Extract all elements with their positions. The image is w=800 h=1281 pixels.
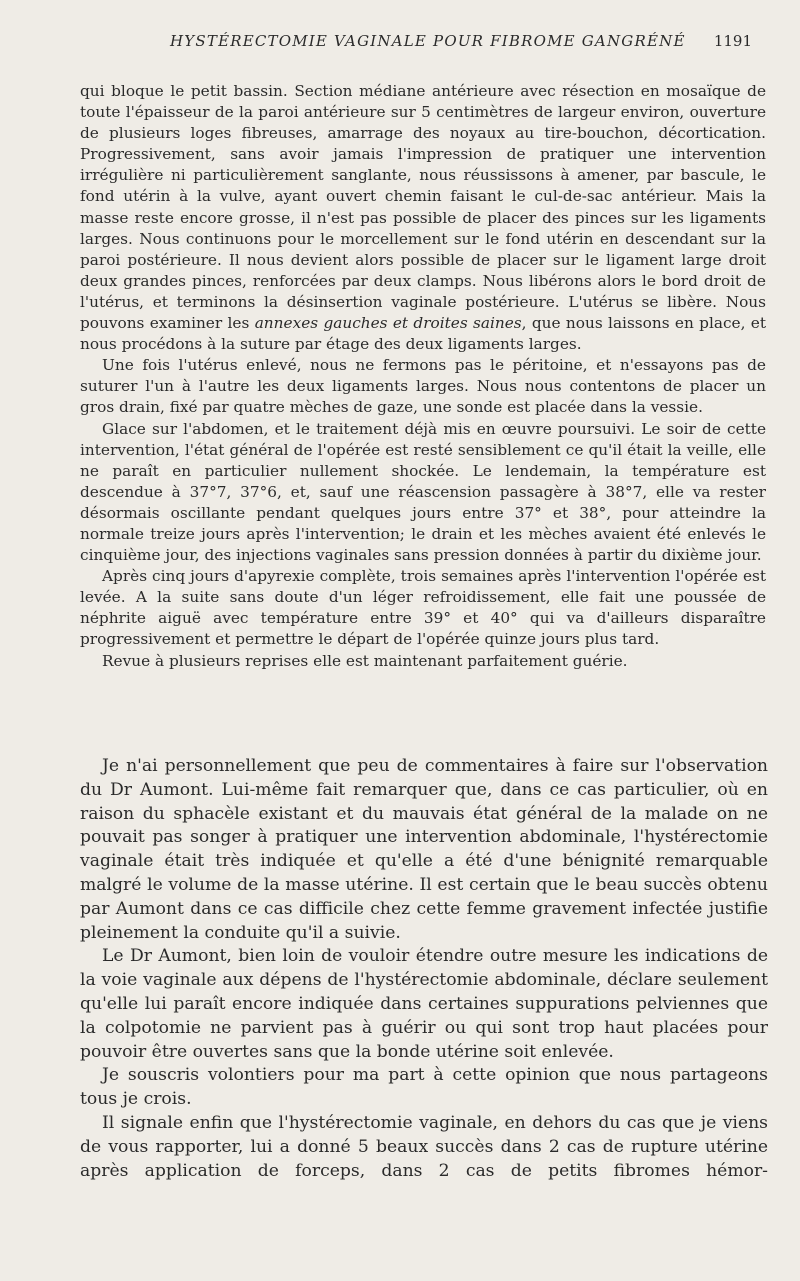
page-number: 1191 [713,32,752,50]
commentary-paragraph: Je n'ai personnellement que peu de commentaires à faire sur l'observation du Dr Aumont. Lui-même fait remarquer que, dans ce cas particulier, où en raison du sphacèle existant et du mauvais état général de la malade on ne pouvait pas songer à pratiquer une intervention abdominale, l'hystérectomie vaginale était très indiquée et qu'elle a été d'une bénignité remarquable malgré le volume de la masse utérine. Il est certain que le beau succès obtenu par Aumont dans ce cas difficile chez cette femme gravement infectée justifie pleinement la conduite qu'il a suivie. [80,756,768,943]
observation-paragraph: Une fois l'utérus enlevé, nous ne fermons pas le péritoine, et n'essayons pas de suturer l'un à l'autre les deux ligaments larges. Nous nous contentons de placer un gros drain, fixé par quatre mèches de gaze, une sonde est placée dans la vessie. [80,356,766,417]
observation-paragraph: Après cinq jours d'apyrexie complète, trois semaines après l'intervention l'opérée est levée. A la suite sans doute d'un léger refroidissement, elle fait une poussée de néphrite aiguë avec température entre 39° et 40° qui va d'ailleurs disparaître progressivement et permettre le départ de l'opérée quinze jours plus tard. [80,567,766,649]
observation-paragraph: Revue à plusieurs reprises elle est maintenant parfaitement guérie. [102,651,628,670]
italic-phrase: annexes gauches et droites saines [254,314,522,333]
observation-text [80,81,766,672]
observation-paragraph: qui bloque le petit bassin. Section médiane antérieure avec résection en mosaïque de toute l'épaisseur de la paroi antérieure sur 5 centimètres de largeur environ, ouverture de plusieurs loges fibreuses, amarrage des noyaux au tire-bouchon, décortication. Progressivement, sans avoir jamais l'impression de pratiquer une intervention irrégulière ni particulièrement sanglante, nous réussissons à amener, par bascule, le fond utérin à la vulve, ayant ouvert chemin faisant le cul-de-sac antérieur. Mais la masse reste encore grosse, il n'est pas possible de placer des pinces sur les ligaments larges. Nous continuons pour le morcellement sur le fond utérin en descendant sur la paroi postérieure. Il nous devient alors possible de placer sur le ligament large droit deux grandes pinces, renforcées par deux clamps. Nous libérons alors le bord droit de l'utérus, et terminons la désinsertion vaginale postérieure. L'utérus se libère. Nous pouvons examiner les annexes gauches et droites saines, que nous laissons en place, et nous procédons à la suture par étage des deux ligaments larges. [80,82,767,354]
running-title: HYSTÉRECTOMIE VAGINALE POUR FIBROME GANGRÉNÉ [170,32,686,50]
commentary-text [80,755,768,1183]
observation-paragraph: Glace sur l'abdomen, et le traitement déjà mis en œuvre poursuivi. Le soir de cette intervention, l'état général de l'opérée est resté sensiblement ce qu'il était la veille, elle ne paraît en particulier nullement shockée. Le lendemain, la température est descendue à 37°7, 37°6, et, sauf une réascension passagère à 38°7, elle va rester désormais oscillante pendant quelques jours entre 37° et 38°, pour atteindre la normale treize jours après l'intervention; le drain et les mèches avaient été enlevés le cinquième jour, des injections vaginales sans pression données à partir du dixième jour. [80,419,766,565]
commentary-paragraph: Il signale enfin que l'hystérectomie vaginale, en dehors du cas que je viens de vous rapporter, lui a donné 5 beaux succès dans 2 cas de rupture utérine après application de forceps, dans 2 cas de petits fibromes hémor- [80,1112,768,1181]
commentary-paragraph: Le Dr Aumont, bien loin de vouloir étendre outre mesure les indications de la voie vaginale aux dépens de l'hystérectomie abdominale, déclare seulement qu'elle lui paraît encore indiquée dans certaines suppurations pelviennes que la colpotomie ne parvient pas à guérir ou qui sont trop haut placées pour pouvoir être ouvertes sans que la bonde utérine soit enlevée. [80,946,768,1062]
commentary-paragraph: Je souscris volontiers pour ma part à cette opinion que nous partageons tous je crois. [80,1065,768,1110]
running-header [80,32,752,56]
